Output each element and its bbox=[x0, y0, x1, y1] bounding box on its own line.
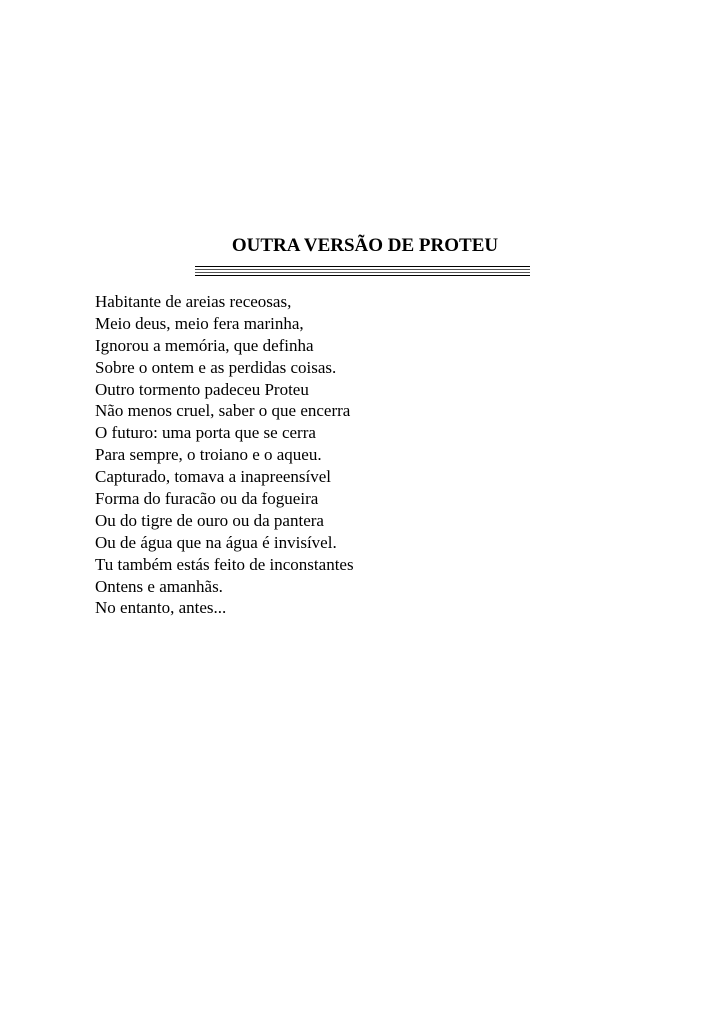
poem-line: Forma do furacão ou da fogueira bbox=[95, 489, 319, 509]
rule-line bbox=[195, 275, 530, 276]
poem-line: O futuro: uma porta que se cerra bbox=[95, 423, 316, 443]
poem-line: Capturado, tomava a inapreensível bbox=[95, 467, 332, 487]
rule-line bbox=[195, 272, 530, 273]
poem-line: Habitante de areias receosas, bbox=[95, 292, 292, 311]
poem-line: Meio deus, meio fera marinha, bbox=[95, 313, 304, 333]
poem-line: Ignorou a memória, que definha bbox=[95, 335, 314, 355]
poem-line: Ou de água que na água é invisível. bbox=[95, 532, 337, 552]
poem-title: OUTRA VERSÃO DE PROTEU bbox=[231, 235, 499, 256]
poem-line: No entanto, antes... bbox=[95, 598, 227, 618]
poem-body bbox=[95, 291, 575, 619]
poem-line: Outro tormento padeceu Proteu bbox=[95, 379, 309, 399]
poem-line: Ontens e amanhãs. bbox=[95, 576, 223, 596]
rule-line bbox=[195, 269, 530, 270]
poem-line: Ou do tigre de ouro ou da pantera bbox=[95, 510, 324, 530]
rule-line bbox=[195, 266, 530, 267]
title-underline-rule bbox=[195, 266, 530, 278]
poem-line: Para sempre, o troiano e o aqueu. bbox=[95, 445, 322, 465]
poem-line: Tu também estás feito de inconstantes bbox=[95, 554, 354, 574]
poem-line: Sobre o ontem e as perdidas coisas. bbox=[95, 357, 337, 377]
poem-line: Não menos cruel, saber o que encerra bbox=[95, 401, 351, 421]
